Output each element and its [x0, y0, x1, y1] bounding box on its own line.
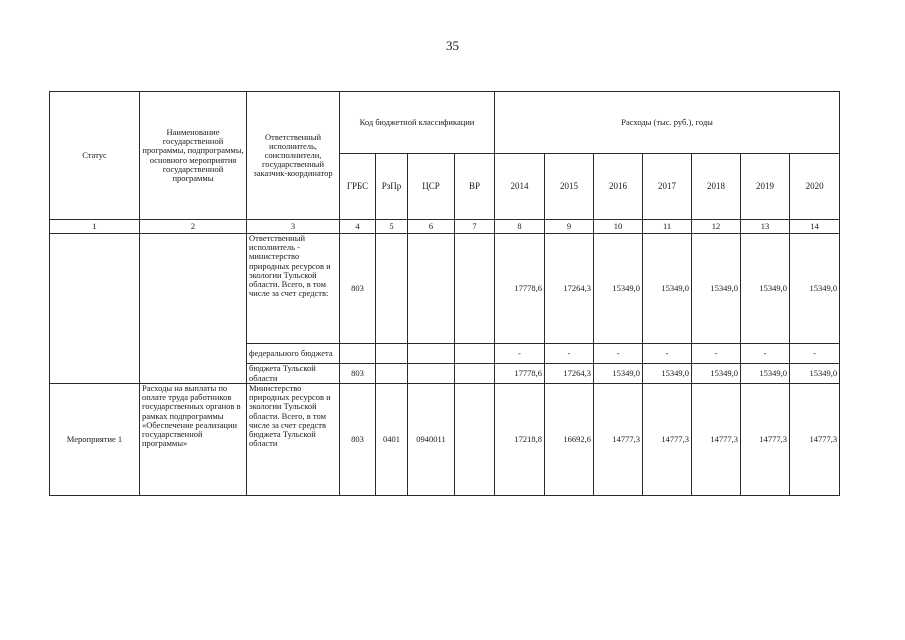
csr-cell: [408, 364, 455, 384]
value-2016: 14777,3: [594, 384, 643, 496]
responsible-cell: бюджета Тульской области: [247, 364, 340, 384]
grbs-cell: 803: [340, 234, 376, 344]
column-number: 11: [643, 220, 692, 234]
value-2018: 15349,0: [692, 364, 741, 384]
column-number: 2: [140, 220, 247, 234]
vr-cell: [455, 364, 495, 384]
column-number: 10: [594, 220, 643, 234]
column-number: 9: [545, 220, 594, 234]
value-2014: -: [495, 344, 545, 364]
column-number: 5: [376, 220, 408, 234]
status-cell: Мероприятие 1: [50, 384, 140, 496]
name-cell: [140, 234, 247, 384]
value-2018: 15349,0: [692, 234, 741, 344]
rzpr-cell: [376, 344, 408, 364]
value-2014: 17778,6: [495, 364, 545, 384]
header-code-vr: ВР: [455, 154, 495, 220]
responsible-cell: Ответственный исполнитель - министерство природных ресурсов и экологии Тульской области. Всего, в том числе за счет средств:: [247, 234, 340, 344]
value-2020: 15349,0: [790, 364, 840, 384]
responsible-cell: Министерство природных ресурсов и экологии Тульской области. Всего, в том числе за счет средств бюджета Тульской области: [247, 384, 340, 496]
value-2019: 14777,3: [741, 384, 790, 496]
rzpr-cell: [376, 234, 408, 344]
value-2017: 15349,0: [643, 364, 692, 384]
column-number: 7: [455, 220, 495, 234]
value-2020: -: [790, 344, 840, 364]
table-row-responsible-total: [50, 234, 840, 344]
header-year-2014: 2014: [495, 154, 545, 220]
header-code-rzpr: РзПр: [376, 154, 408, 220]
responsible-cell: федерального бюджета: [247, 344, 340, 364]
header-responsible: Ответственный исполнитель, соисполнители, государственный заказчик-координатор: [247, 92, 340, 220]
status-cell: [50, 234, 140, 384]
value-2015: 16692,6: [545, 384, 594, 496]
value-2017: 14777,3: [643, 384, 692, 496]
column-number: 4: [340, 220, 376, 234]
header-year-2015: 2015: [545, 154, 594, 220]
header-year-2016: 2016: [594, 154, 643, 220]
value-2019: 15349,0: [741, 234, 790, 344]
vr-cell: [455, 344, 495, 364]
value-2014: 17218,8: [495, 384, 545, 496]
column-number: 3: [247, 220, 340, 234]
rzpr-cell: [376, 364, 408, 384]
grbs-cell: 803: [340, 384, 376, 496]
value-2019: -: [741, 344, 790, 364]
rzpr-cell: 0401: [376, 384, 408, 496]
column-number-row: [50, 220, 840, 234]
value-2019: 15349,0: [741, 364, 790, 384]
column-number: 14: [790, 220, 840, 234]
grbs-cell: [340, 344, 376, 364]
header-budget-code-group: Код бюджетной классификации: [340, 92, 495, 154]
column-number: 8: [495, 220, 545, 234]
value-2015: 17264,3: [545, 364, 594, 384]
value-2020: 15349,0: [790, 234, 840, 344]
header-year-2017: 2017: [643, 154, 692, 220]
value-2017: -: [643, 344, 692, 364]
value-2017: 15349,0: [643, 234, 692, 344]
value-2014: 17778,6: [495, 234, 545, 344]
header-expenses-group: Расходы (тыс. руб.), годы: [495, 92, 840, 154]
header-status: Статус: [50, 92, 140, 220]
grbs-cell: 803: [340, 364, 376, 384]
value-2016: 15349,0: [594, 234, 643, 344]
column-number: 6: [408, 220, 455, 234]
name-cell: Расходы на выплаты по оплате труда работников государственных органов в рамках подпрограммы «Обеспечение реализации государственной программы»: [140, 384, 247, 496]
column-number: 13: [741, 220, 790, 234]
value-2015: -: [545, 344, 594, 364]
table-row-event-1: [50, 384, 840, 496]
header-code-csr: ЦСР: [408, 154, 455, 220]
value-2015: 17264,3: [545, 234, 594, 344]
header-year-2018: 2018: [692, 154, 741, 220]
csr-cell: [408, 234, 455, 344]
value-2018: -: [692, 344, 741, 364]
budget-table: [49, 91, 840, 496]
vr-cell: [455, 234, 495, 344]
header-code-grbs: ГРБС: [340, 154, 376, 220]
column-number: 1: [50, 220, 140, 234]
vr-cell: [455, 384, 495, 496]
header-year-2019: 2019: [741, 154, 790, 220]
csr-cell: 0940011: [408, 384, 455, 496]
header-name: Наименование государственной программы, подпрограммы, основного мероприятия государственной программы: [140, 92, 247, 220]
header-row-top: [50, 92, 840, 154]
value-2018: 14777,3: [692, 384, 741, 496]
header-year-2020: 2020: [790, 154, 840, 220]
column-number: 12: [692, 220, 741, 234]
value-2016: -: [594, 344, 643, 364]
value-2020: 14777,3: [790, 384, 840, 496]
csr-cell: [408, 344, 455, 364]
page-number: 35: [446, 38, 459, 53]
value-2016: 15349,0: [594, 364, 643, 384]
